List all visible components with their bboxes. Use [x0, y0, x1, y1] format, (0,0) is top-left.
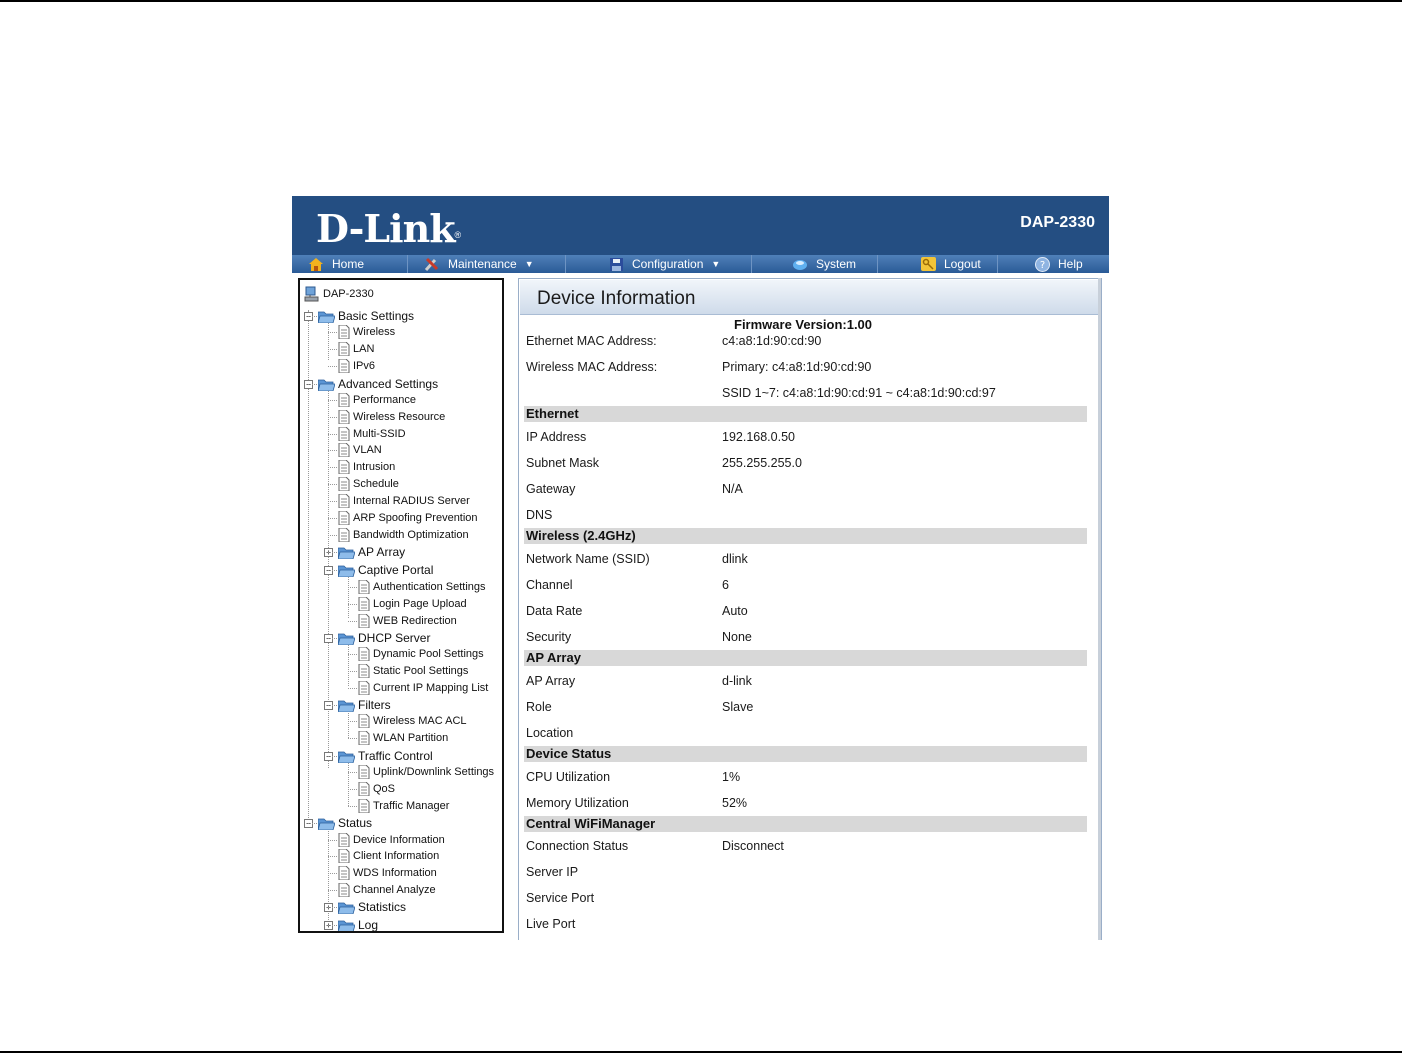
tree-item-advanced[interactable] [318, 376, 438, 392]
tree-item-label: Basic Settings [338, 309, 415, 323]
nav-help[interactable] [998, 255, 1109, 273]
tree-item-wireless[interactable] [338, 324, 395, 340]
wireless-mac-ssid-range: SSID 1~7: c4:a8:1d:90:cd:91 ~ c4:a8:1d:90:cd:97 [722, 386, 996, 400]
tree-item-label: Device Information [353, 834, 445, 846]
tree-item-login-upload[interactable] [358, 596, 467, 612]
role-label: Role [526, 700, 552, 714]
nav-maintenance[interactable] [408, 255, 566, 273]
subnet-mask-value: 255.255.255.0 [722, 456, 802, 470]
section-wireless: Wireless (2.4GHz) [524, 528, 1087, 544]
tree-item-captive[interactable] [338, 562, 433, 578]
tree-item-ipv6[interactable] [338, 358, 375, 374]
page-top-rule [0, 0, 1402, 2]
service-port-label: Service Port [526, 891, 595, 905]
tree-item-log[interactable] [338, 917, 378, 933]
tree-item-label: AP Array [358, 545, 406, 559]
panel-title-bar [520, 280, 1098, 315]
document-icon [358, 614, 370, 628]
nav-logout[interactable] [878, 255, 998, 273]
tree-item-label: Statistics [358, 900, 407, 914]
tree-item-uplink[interactable] [358, 764, 494, 780]
tree-item-label: DAP-2330 [323, 288, 374, 300]
tree-item-label: Client Information [353, 850, 440, 862]
collapse-toggle-basic[interactable]: − [304, 312, 313, 321]
tree-item-performance[interactable] [338, 392, 416, 408]
tree-item-label: DHCP Server [358, 631, 431, 645]
tree-item-web-redirect[interactable] [358, 613, 457, 629]
tree-item-traffic[interactable] [338, 748, 433, 764]
document-icon [358, 681, 370, 695]
memory-utilization-value: 52% [722, 796, 748, 810]
tree-item-mac-acl[interactable] [358, 713, 467, 729]
tree-item-label: WLAN Partition [373, 732, 449, 744]
tree-item-intrusion[interactable] [338, 459, 395, 475]
tree-item-wlan-partition[interactable] [358, 730, 448, 746]
folder-icon [338, 632, 355, 645]
document-icon [338, 443, 350, 457]
floppy-disk-icon [608, 257, 624, 271]
help-icon [1034, 257, 1050, 271]
section-device-status: Device Status [524, 746, 1087, 762]
tree-item-label: Filters [358, 698, 391, 712]
nav-system[interactable] [752, 255, 878, 273]
folder-icon [338, 699, 355, 712]
collapse-toggle-status[interactable]: − [304, 819, 313, 828]
tree-item-channel-analyze[interactable] [338, 882, 436, 898]
gateway-value: N/A [722, 482, 743, 496]
tree-item-label: Advanced Settings [338, 377, 439, 391]
tree-item-basic[interactable] [318, 308, 414, 324]
tree-item-label: VLAN [353, 444, 382, 456]
tree-item-label: IPv6 [353, 360, 376, 372]
document-icon [358, 799, 370, 813]
security-value: None [722, 630, 752, 644]
tree-item-label: Bandwidth Optimization [353, 529, 469, 541]
tree-item-client-info[interactable] [338, 848, 439, 864]
tree-item-radius[interactable] [338, 493, 470, 509]
tree-item-label: WEB Redirection [373, 615, 457, 627]
tree-item-bandwidth[interactable] [338, 527, 469, 543]
chevron-down-icon: ▼ [524, 259, 534, 269]
collapse-toggle-captive[interactable]: − [324, 566, 333, 575]
document-icon [338, 528, 350, 542]
document-icon [358, 731, 370, 745]
nav-maintenance-label: Maintenance [448, 257, 517, 271]
tree-item-ip-mapping[interactable] [358, 680, 488, 696]
location-label: Location [526, 726, 574, 740]
document-icon [338, 866, 350, 880]
tree-item-vlan[interactable] [338, 442, 382, 458]
key-icon [920, 257, 936, 271]
wireless-mac-primary: Primary: c4:a8:1d:90:cd:90 [722, 360, 872, 374]
document-icon [358, 714, 370, 728]
tree-item-auth-settings[interactable] [358, 579, 486, 595]
document-icon [338, 833, 350, 847]
tree-item-traffic-manager[interactable] [358, 798, 449, 814]
section-ap-array: AP Array [524, 650, 1087, 666]
wireless-mac-label: Wireless MAC Address: [526, 360, 658, 374]
router-web-ui [292, 196, 1109, 940]
expand-toggle-ap-array[interactable]: + [324, 548, 333, 557]
document-icon [338, 393, 350, 407]
document-icon [338, 342, 350, 356]
document-icon [358, 782, 370, 796]
ethernet-mac-label: Ethernet MAC Address: [526, 334, 657, 348]
tree-item-label: Log [358, 918, 379, 932]
expand-toggle-log[interactable]: + [324, 921, 333, 930]
tree-item-label: QoS [373, 783, 396, 795]
tree-item-label: Current IP Mapping List [373, 682, 489, 694]
tree-item-label: Wireless MAC ACL [373, 715, 467, 727]
document-icon [338, 410, 350, 424]
tree-item-label: Dynamic Pool Settings [373, 648, 484, 660]
tree-item-label: Multi-SSID [353, 428, 406, 440]
nav-help-label: Help [1058, 257, 1083, 271]
tree-item-label: Authentication Settings [373, 581, 486, 593]
tree-item-ap-array[interactable] [338, 544, 405, 560]
folder-icon [318, 310, 335, 323]
collapse-toggle-advanced[interactable]: − [304, 380, 313, 389]
cpu-utilization-value: 1% [722, 770, 741, 784]
tree-item-label: Traffic Manager [373, 800, 450, 812]
tree-item-label: Wireless Resource [353, 411, 446, 423]
document-icon [338, 494, 350, 508]
connection-status-label: Connection Status [526, 839, 629, 853]
live-port-label: Live Port [526, 917, 576, 931]
tree-item-label: Internal RADIUS Server [353, 495, 470, 507]
section-ethernet: Ethernet [524, 406, 1087, 422]
role-value: Slave [722, 700, 754, 714]
tree-item-label: Status [338, 816, 373, 830]
tree-item-label: Traffic Control [358, 749, 433, 763]
tree-item-wireless-resource[interactable] [338, 409, 445, 425]
nav-home[interactable] [292, 255, 408, 273]
document-icon [358, 765, 370, 779]
tree-item-label: Captive Portal [358, 563, 434, 577]
cpu-utilization-label: CPU Utilization [526, 770, 611, 784]
tools-icon [424, 257, 440, 271]
data-rate-value: Auto [722, 604, 748, 618]
home-icon [308, 257, 324, 271]
document-icon [338, 883, 350, 897]
folder-icon [338, 564, 355, 577]
ssid-label: Network Name (SSID) [526, 552, 650, 566]
tree-item-static-pool[interactable] [358, 663, 468, 679]
document-icon [338, 511, 350, 525]
tree-item-label: Schedule [353, 478, 399, 490]
tree-item-label: WDS Information [353, 867, 437, 879]
device-icon [304, 286, 320, 302]
tree-item-label: Wireless [353, 326, 396, 338]
nav-home-label: Home [332, 257, 365, 271]
folder-icon [338, 901, 355, 914]
tree-item-wds-info[interactable] [338, 865, 437, 881]
document-icon [338, 460, 350, 474]
tree-item-label: LAN [353, 343, 375, 355]
tree-item-label: ARP Spoofing Prevention [353, 512, 478, 524]
document-icon [338, 477, 350, 491]
tree-item-device-info[interactable] [338, 832, 445, 848]
system-globe-icon [792, 257, 808, 271]
tree-item-label: Intrusion [353, 461, 396, 473]
header-banner [292, 196, 1109, 255]
ip-address-label: IP Address [526, 430, 587, 444]
tree-item-dynamic-pool[interactable] [358, 646, 484, 662]
folder-icon [318, 817, 335, 830]
chevron-down-icon: ▼ [711, 259, 721, 269]
page-title: Device Information [537, 288, 696, 309]
tree-item-label: Static Pool Settings [373, 665, 469, 677]
tree-item-multi-ssid[interactable] [338, 426, 406, 442]
ap-array-label: AP Array [526, 674, 576, 688]
tree-item-arp[interactable] [338, 510, 478, 526]
ap-array-value: d-link [722, 674, 752, 688]
server-ip-label: Server IP [526, 865, 579, 879]
folder-icon [318, 378, 335, 391]
collapse-toggle-dhcp[interactable]: − [324, 634, 333, 643]
document-icon [358, 647, 370, 661]
document-icon [338, 325, 350, 339]
device-information-panel [518, 278, 1102, 940]
subnet-mask-label: Subnet Mask [526, 456, 599, 470]
tree-item-label: Performance [353, 394, 416, 406]
model-name: DAP-2330 [1020, 214, 1095, 231]
nav-system-label: System [816, 257, 857, 271]
nav-configuration[interactable] [566, 255, 752, 273]
channel-label: Channel [526, 578, 573, 592]
panel-scrollbar[interactable] [1098, 278, 1101, 940]
ssid-value: dlink [722, 552, 748, 566]
nav-configuration-label: Configuration [632, 257, 704, 271]
nav-logout-label: Logout [944, 257, 981, 271]
tree-item-lan[interactable] [338, 341, 374, 357]
tree-item-statistics[interactable] [338, 899, 406, 915]
firmware-version: Firmware Version:1.00 [734, 317, 873, 332]
svg-text:?: ? [1039, 259, 1045, 271]
top-menu-bar [292, 255, 1109, 273]
tree-item-qos[interactable] [358, 781, 395, 797]
document-icon [338, 427, 350, 441]
document-icon [338, 849, 350, 863]
memory-utilization-label: Memory Utilization [526, 796, 629, 810]
security-label: Security [526, 630, 572, 644]
tree-item-status[interactable] [318, 815, 372, 831]
page-bottom-rule [0, 1051, 1402, 1053]
expand-toggle-statistics[interactable]: + [324, 903, 333, 912]
document-icon [358, 580, 370, 594]
collapse-toggle-filters[interactable]: − [324, 701, 333, 710]
dlink-logo: D-Link® [316, 206, 461, 251]
navigation-tree [298, 278, 504, 933]
tree-item-schedule[interactable] [338, 476, 399, 492]
ip-address-value: 192.168.0.50 [722, 430, 795, 444]
tree-item-label: Uplink/Downlink Settings [373, 766, 495, 778]
tree-item-label: Login Page Upload [373, 598, 467, 610]
collapse-toggle-traffic[interactable]: − [324, 752, 333, 761]
connection-status-value: Disconnect [722, 839, 784, 853]
section-central-wifimanager: Central WiFiManager [524, 816, 1087, 832]
dns-label: DNS [526, 508, 553, 522]
folder-icon [338, 750, 355, 763]
channel-value: 6 [722, 578, 729, 592]
tree-item-dhcp[interactable] [338, 630, 430, 646]
data-rate-label: Data Rate [526, 604, 583, 618]
document-icon [358, 664, 370, 678]
folder-icon [338, 919, 355, 932]
tree-item-filters[interactable] [338, 697, 391, 713]
document-icon [338, 359, 350, 373]
tree-item-root[interactable] [304, 286, 374, 302]
folder-icon [338, 546, 355, 559]
ethernet-mac-value: c4:a8:1d:90:cd:90 [722, 334, 822, 348]
document-icon [358, 597, 370, 611]
gateway-label: Gateway [526, 482, 576, 496]
tree-item-label: Channel Analyze [353, 884, 436, 896]
